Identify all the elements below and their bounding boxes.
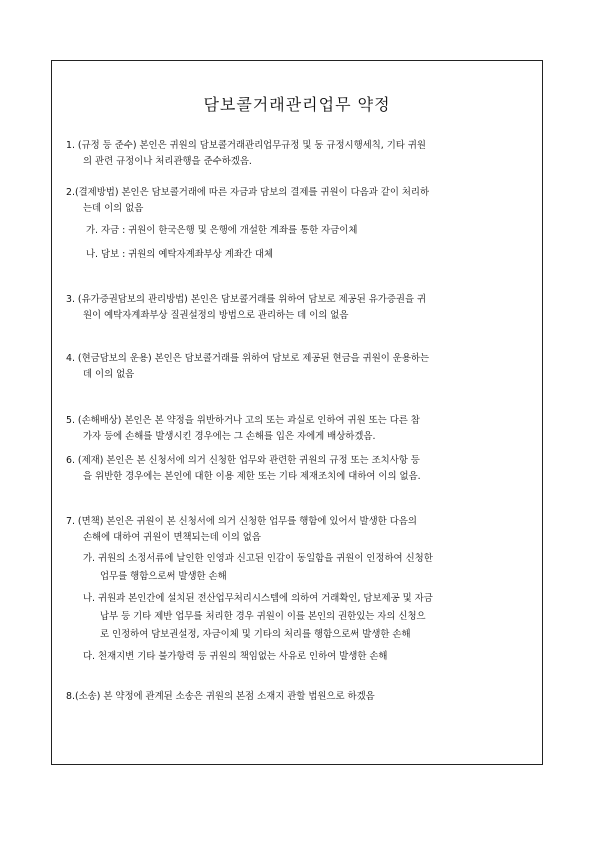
clause-7-item-ga-line-1: 가. 귀원의 소정서류에 날인한 인영과 신고된 인감이 동일함을 귀원이 인정하여 신청한	[83, 553, 433, 564]
clause-6-line-1: 6. (제재) 본인은 본 신청서에 의거 신청한 업무와 관련한 귀원의 규정 또는 조치사항 등	[66, 455, 420, 466]
clause-3	[66, 292, 530, 324]
clause-7-item-na-line-3: 로 인정하여 담보권설정, 자금이체 및 기타의 처리를 행함으로써 발생한 손해	[100, 629, 411, 640]
clause-7-line-2: 손해에 대하여 귀원이 면책되는데 이의 없음	[83, 532, 261, 543]
clause-4-line-2: 데 이의 없음	[83, 369, 135, 380]
clause-3-line-2: 원이 예탁자계좌부상 질권설정의 방법으로 관리하는 데 이의 없음	[83, 310, 349, 321]
document-title: 담보콜거래관리업무 약정	[203, 95, 391, 114]
clause-3-line-1: 3. (유가증권담보의 관리방법) 본인은 담보콜거래를 위하여 담보로 제공된 유가증권을 귀	[66, 294, 427, 305]
document-frame	[51, 60, 543, 765]
clause-2-line-2: 는데 이의 없음	[83, 203, 144, 214]
clause-2	[66, 185, 530, 217]
clause-5	[66, 413, 530, 445]
clause-1-line-2: 의 관련 규정이나 처리관행을 준수하겠음.	[83, 156, 252, 167]
clause-1-line-1: 1. (규정 등 준수) 본인은 귀원의 담보콜거래관리업무규정 및 동 규정시행세칙, 기타 귀원	[66, 140, 426, 151]
clause-1	[66, 138, 530, 170]
clause-2-item-na: 나. 담보 : 귀원의 예탁자계좌부상 계좌간 대체	[86, 249, 274, 260]
clause-7-item-da: 다. 천재지변 기타 불가항력 등 귀원의 책임없는 사유로 인하여 발생한 손해	[83, 651, 388, 662]
clause-8-line-1: 8.(소송) 본 약정에 관계된 소송은 귀원의 본점 소재지 관할 법원으로 하겠음	[66, 691, 375, 702]
clause-5-line-2: 가자 등에 손해를 발생시킨 경우에는 그 손해를 입은 자에게 배상하겠음.	[83, 431, 376, 442]
clause-2-item-ga: 가. 자금 : 귀원이 한국은행 및 은행에 개설한 계좌를 통한 자금이체	[86, 225, 358, 236]
clause-7	[66, 514, 530, 546]
clause-4	[66, 351, 530, 383]
clause-7-item-ga-line-2: 업무를 행함으로써 발생한 손해	[100, 571, 227, 582]
clause-8	[66, 689, 530, 705]
clause-6	[66, 453, 530, 485]
clause-7-item-na-line-2: 납부 등 기타 제반 업무를 처리한 경우 귀원이 이를 본인의 권한있는 자의 신청으	[100, 611, 426, 622]
clause-2-line-1: 2.(결제방법) 본인은 담보콜거래에 따른 자금과 담보의 결제를 귀원이 다음과 같이 처리하	[66, 187, 430, 198]
clause-7-item-na-line-1: 나. 귀원과 본인간에 설치된 전산업무처리시스템에 의하여 거래확인, 담보제공 및 자금	[83, 593, 433, 604]
clause-7-line-1: 7. (면책) 본인은 귀원이 본 신청서에 의거 신청한 업무를 행함에 있어서 발생한 다음의	[66, 516, 417, 527]
clause-4-line-1: 4. (현금담보의 운용) 본인은 담보콜거래를 위하여 담보로 제공된 현금을 귀원이 운용하는	[66, 353, 430, 364]
clause-6-line-2: 을 위반한 경우에는 본인에 대한 이용 제한 또는 기타 제재조치에 대하여 이의 없음.	[83, 471, 421, 482]
clause-5-line-1: 5. (손해배상) 본인은 본 약정을 위반하거나 고의 또는 과실로 인하여 귀원 또는 다른 참	[66, 415, 420, 426]
